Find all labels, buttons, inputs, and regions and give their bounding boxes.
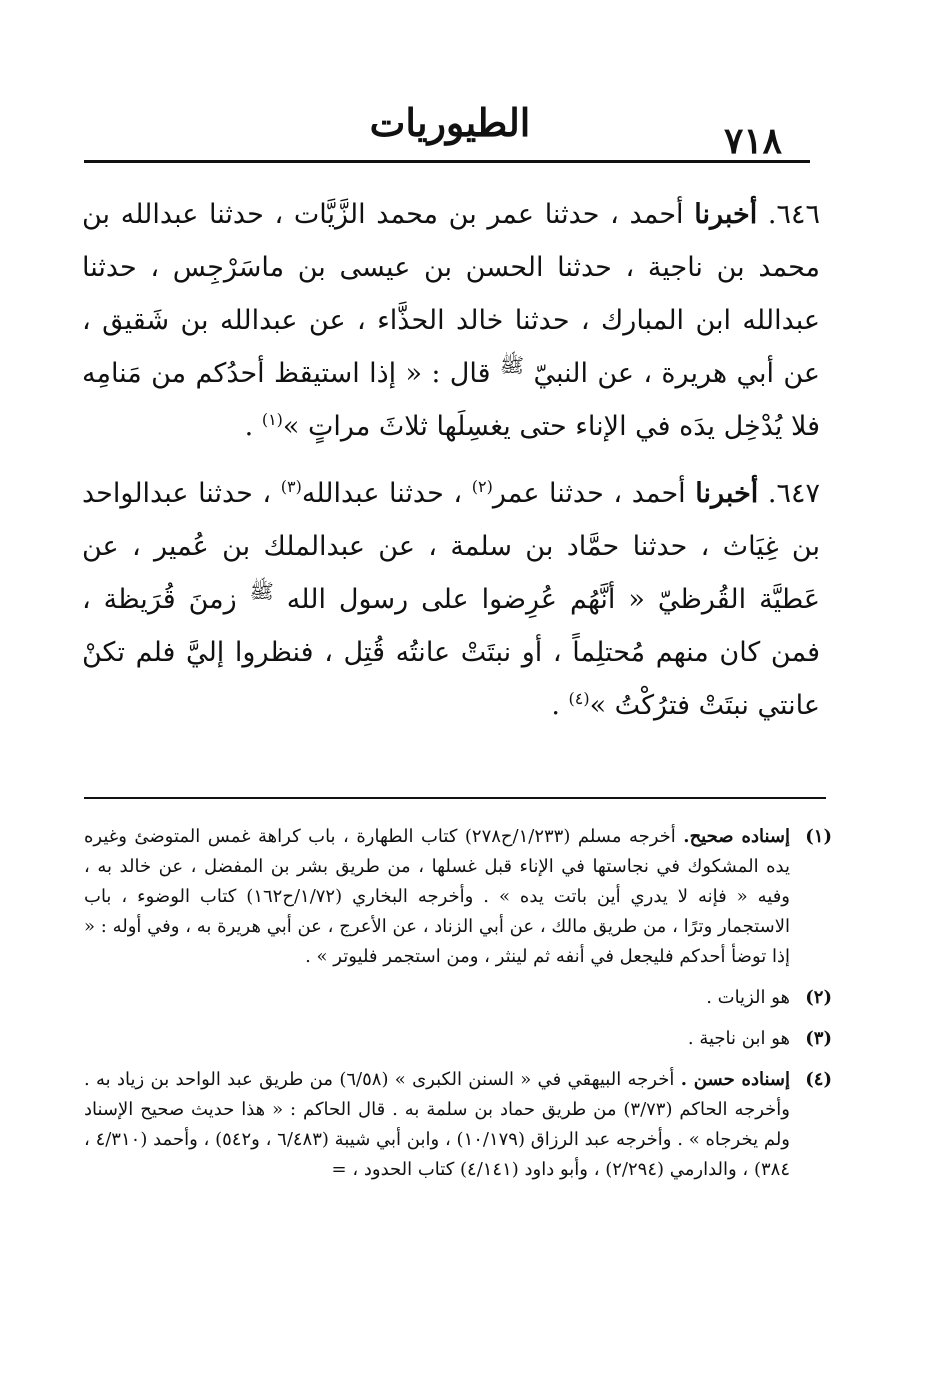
hadith-intro: أخبرنا [694,199,758,230]
hadith-647 [82,467,820,732]
footnote-body [84,1024,790,1054]
main-text [82,188,820,746]
footnote-lead: إسناده صحيح. [683,826,790,847]
hadith-text: أحمد ، حدثنا عمر بن محمد الزَّيَّات ، حدثنا عبدالله بن محمد بن ناجية ، حدثنا الحسن بن عيسى بن ماسَرْجِس ، حدثنا عبدالله ابن المبارك ، حدثنا خالد الحذَّاء ، عن عبدالله بن شَقيق ، عن أبي هريرة ، عن النبيّ [82,199,820,389]
hadith-text: زمنَ قُرَيظة ، فمن كان منهم مُحتلِماً ، أو نبتَتْ عانتُه قُتِل ، فنظروا إليَّ فلم تكنْ عانتي نبتَتْ فترُكْتُ » [82,584,820,721]
footnote-body [84,1065,790,1185]
footnotes [84,822,832,1196]
footnote-number: (٢) [805,987,832,1008]
header-rule [84,160,810,163]
footnote-1 [84,822,832,972]
hadith-text: أحمد ، حدثنا عمر [492,478,686,509]
footnote-text: هو الزيات . [706,987,790,1008]
footnote-ref[interactable]: (٣) [280,477,302,496]
footnote-text: أخرجه البيهقي في « السنن الكبرى » (٦/٥٨) من طريق عبد الواحد بن زياد به . وأخرجه الحاكم (٣/٧٣) من طريق حماد بن سلمة به . قال الحاكم : « هذا حديث صحيح الإسناد ولم يخرجاه » . وأخرجه عبد الرزاق (١٠/١٧٩) ، وابن أبي شيبة (٦/٤٨٣ ، و٥٤٢) ، وأحمد (٤/٣١٠ ، ٣٨٤) ، والدارمي (٢/٢٩٤) ، وأبو داود (٤/١٤١) كتاب الحدود ، = [84,1069,791,1180]
hadith-number: ٦٤٦. [767,199,820,230]
footnote-body [84,983,790,1013]
running-title: الطيوريات [369,100,531,145]
footnote-number: (٤) [805,1069,832,1090]
footnote-ref[interactable]: (٢) [471,477,493,496]
hadith-end: . [551,690,569,721]
footnote-number: (٣) [805,1028,832,1049]
footnote-ref[interactable]: (١) [261,410,283,429]
footnote-2 [84,983,832,1013]
hadith-number: ٦٤٧. [767,478,820,509]
footnote-4 [84,1065,832,1185]
hadith-text: قال : « إذا استيقظ أحدُكم من مَنامِه فلا يُدْخِل يدَه في الإناء حتى يغسِلَها ثلاثَ مراتٍ » [82,358,820,442]
footnote-text: أخرجه مسلم (١/٢٣٣/ح٢٧٨) كتاب الطهارة ، باب كراهة غمس المتوضئ وغيره يده المشكوك في نجاستها في الإناء قبل غسلها ، من طريق بشر بن المفضل ، عن خالد به ، وفيه « فإنه لا يدري أين باتت يده » . وأخرجه البخاري (١/٧٢/ح١٦٢) كتاب الوضوء ، باب الاستجمار وترًا ، من طريق مالك ، عن أبي الزناد ، عن الأعرج ، عن أبي هريرة به ، وفي أوله : « إذا توضأ أحدكم فليجعل في أنفه ثم لينثر ، ومن استجمر فليوتر » . [84,826,790,967]
hadith-end: . [244,411,262,442]
salutation-glyph: ﷺ [249,579,274,603]
footnote-3 [84,1024,832,1054]
footnote-text: هو ابن ناجية . [687,1028,790,1049]
hadith-intro: أخبرنا [695,478,759,509]
footnote-body [84,822,790,972]
page-number: ٧١٨ [723,120,782,162]
footnote-ref[interactable]: (٤) [568,689,590,708]
hadith-text: ، حدثنا عبدالواحد بن غِيَاث ، حدثنا حمَّاد بن سلمة ، عن عبدالملك بن عُمير ، عن عَطيَّة القُرظيّ « أنَّهُم عُرِضوا على رسول الله [82,478,820,615]
hadith-text: ، حدثنا عبدالله [301,478,463,509]
footnote-rule [84,797,826,799]
hadith-646 [82,188,820,453]
salutation-glyph: ﷺ [499,353,525,377]
footnote-number: (١) [805,826,832,847]
footnote-lead: إسناده حسن . [680,1069,790,1090]
